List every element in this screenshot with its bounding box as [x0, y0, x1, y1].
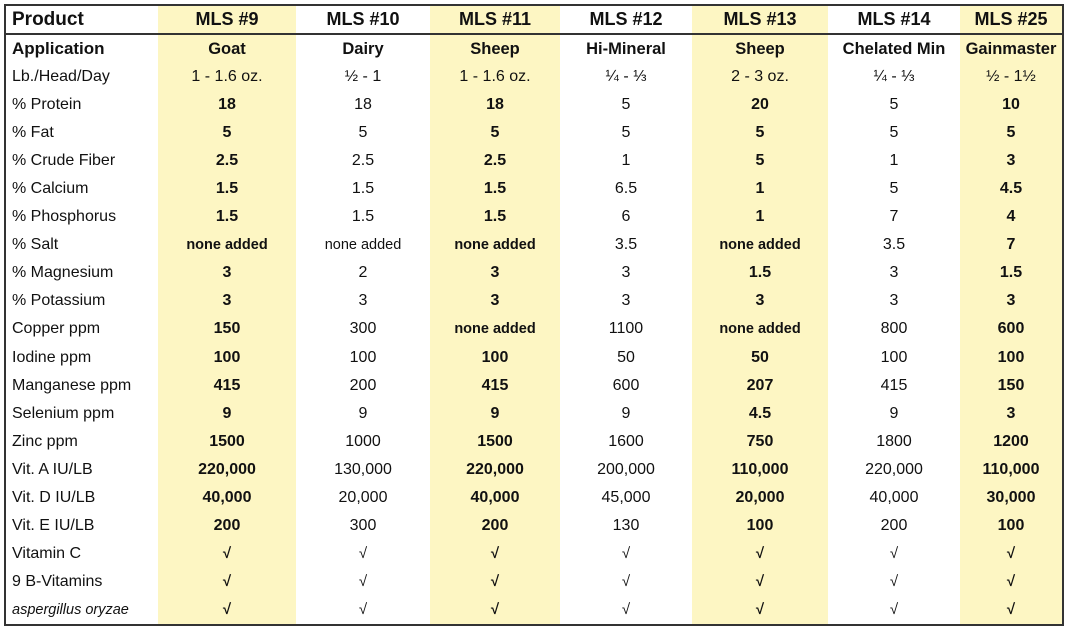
value-cell: Gainmaster: [960, 34, 1062, 63]
value-cell: 1500: [158, 428, 296, 456]
value-cell: 7: [960, 231, 1062, 259]
value-cell: 3.5: [882, 236, 906, 254]
value-cell: 5: [692, 119, 828, 147]
row-label: % Magnesium: [12, 264, 114, 282]
value-cell: 20: [692, 91, 828, 119]
check-mark-cell: √: [692, 596, 828, 624]
row-label: Copper ppm: [12, 320, 101, 338]
value-cell: 1: [621, 152, 631, 170]
check-mark-cell: √: [621, 545, 631, 563]
value-cell: 207: [692, 372, 828, 400]
row-label: Vit. D IU/LB: [12, 488, 96, 506]
value-cell: 130: [612, 516, 640, 534]
check-mark-cell: √: [889, 573, 899, 591]
value-cell: 1 - 1.6 oz.: [430, 63, 560, 91]
value-cell: 3: [430, 287, 560, 315]
row-label: % Calcium: [12, 180, 89, 198]
table-row: [6, 400, 1062, 428]
check-mark-cell: √: [960, 540, 1062, 568]
value-cell: 3: [158, 287, 296, 315]
value-cell: 600: [960, 315, 1062, 343]
value-cell: 3: [621, 264, 631, 282]
table-row: [6, 428, 1062, 456]
value-cell: 7: [889, 208, 899, 226]
value-cell: 5: [158, 119, 296, 147]
value-cell: 1600: [608, 432, 644, 450]
value-cell: Dairy: [342, 39, 384, 58]
value-cell: 5: [889, 124, 899, 142]
row-label: Selenium ppm: [12, 404, 115, 422]
column-header: MLS #14: [828, 6, 960, 34]
value-cell: 150: [158, 315, 296, 343]
value-cell: 150: [960, 372, 1062, 400]
value-cell: 1.5: [351, 208, 375, 226]
value-cell: 30,000: [960, 484, 1062, 512]
row-label: % Crude Fiber: [12, 152, 116, 170]
value-cell: 1.5: [158, 203, 296, 231]
row-label: Manganese ppm: [12, 376, 132, 394]
value-cell: 200: [349, 376, 377, 394]
table-row: [6, 512, 1062, 540]
value-cell: 40,000: [158, 484, 296, 512]
value-cell: 5: [358, 124, 368, 142]
value-cell: 1200: [960, 428, 1062, 456]
value-cell: none added: [158, 231, 296, 259]
product-comparison-frame: [4, 4, 1064, 626]
value-cell: 5: [889, 96, 899, 114]
value-cell: 50: [692, 344, 828, 372]
value-cell: 18: [354, 96, 372, 114]
value-cell: 200,000: [597, 460, 655, 478]
value-cell: 40,000: [869, 488, 919, 506]
row-label: Vit. A IU/LB: [12, 460, 93, 478]
value-cell: ½ - 1½: [960, 63, 1062, 91]
value-cell: 3: [960, 147, 1062, 175]
value-cell: 1500: [430, 428, 560, 456]
value-cell: 300: [349, 320, 377, 338]
value-cell: 1100: [608, 320, 644, 338]
value-cell: 9: [889, 404, 899, 422]
value-cell: 2.5: [158, 147, 296, 175]
check-mark-cell: √: [889, 545, 899, 563]
table-row: [6, 540, 1062, 568]
value-cell: 415: [158, 372, 296, 400]
check-mark-cell: √: [621, 573, 631, 591]
row-label: % Protein: [12, 96, 82, 114]
value-cell: Chelated Min: [842, 39, 946, 58]
value-cell: 45,000: [601, 488, 651, 506]
product-comparison-table: [6, 6, 1062, 624]
table-row: [6, 568, 1062, 596]
column-header: MLS #25: [960, 6, 1062, 34]
value-cell: 1.5: [351, 180, 375, 198]
table-row: [6, 175, 1062, 203]
check-mark-cell: √: [430, 540, 560, 568]
value-cell: 200: [880, 516, 908, 534]
value-cell: ½ - 1: [344, 68, 382, 86]
value-cell: 100: [158, 344, 296, 372]
row-label: % Potassium: [12, 292, 106, 310]
table-row: [6, 119, 1062, 147]
value-cell: 18: [158, 91, 296, 119]
value-cell: 200: [430, 512, 560, 540]
check-mark-cell: √: [358, 545, 368, 563]
value-cell: 18: [430, 91, 560, 119]
value-cell: 100: [960, 344, 1062, 372]
value-cell: none added: [430, 231, 560, 259]
value-cell: none added: [430, 315, 560, 343]
value-cell: none added: [692, 315, 828, 343]
table-row: [6, 315, 1062, 343]
check-mark-cell: √: [692, 540, 828, 568]
check-mark-cell: √: [960, 596, 1062, 624]
row-label: Iodine ppm: [12, 348, 92, 366]
value-cell: Sheep: [430, 34, 560, 63]
value-cell: 1: [692, 203, 828, 231]
value-cell: 110,000: [692, 456, 828, 484]
value-cell: 220,000: [430, 456, 560, 484]
value-cell: 200: [158, 512, 296, 540]
table-row: [6, 596, 1062, 624]
row-label: Vitamin C: [12, 544, 82, 562]
check-mark-cell: √: [358, 573, 368, 591]
column-header: MLS #11: [430, 6, 560, 34]
value-cell: 9: [430, 400, 560, 428]
row-label: % Salt: [12, 236, 59, 254]
value-cell: 415: [430, 372, 560, 400]
row-label: aspergillus oryzae: [12, 601, 129, 618]
value-cell: 3: [358, 292, 368, 310]
table-row: [6, 91, 1062, 119]
value-cell: 3: [158, 259, 296, 287]
row-label: % Fat: [12, 124, 54, 142]
table-row: [6, 34, 1062, 63]
check-mark-cell: √: [430, 596, 560, 624]
table-body: [6, 34, 1062, 624]
value-cell: 100: [349, 348, 377, 366]
column-header: MLS #10: [296, 6, 430, 34]
value-cell: 2 - 3 oz.: [692, 63, 828, 91]
value-cell: 1000: [345, 432, 381, 450]
check-mark-cell: √: [158, 540, 296, 568]
value-cell: 1 - 1.6 oz.: [158, 63, 296, 91]
value-cell: 100: [880, 348, 908, 366]
value-cell: Hi-Mineral: [586, 39, 666, 58]
value-cell: 300: [349, 516, 377, 534]
value-cell: ¼ - ⅓: [873, 68, 915, 86]
corner-header: Product: [6, 6, 158, 34]
value-cell: 4: [960, 203, 1062, 231]
table-row: [6, 287, 1062, 315]
value-cell: 9: [158, 400, 296, 428]
check-mark-cell: √: [358, 601, 368, 619]
value-cell: ¼ - ⅓: [605, 68, 647, 86]
value-cell: 20,000: [692, 484, 828, 512]
table-row: [6, 63, 1062, 91]
value-cell: 1: [889, 152, 899, 170]
check-mark-cell: √: [889, 601, 899, 619]
row-label: Lb./Head/Day: [12, 68, 110, 86]
value-cell: 9: [358, 404, 368, 422]
value-cell: 2.5: [430, 147, 560, 175]
value-cell: Goat: [158, 34, 296, 63]
value-cell: 20,000: [338, 488, 388, 506]
value-cell: 1.5: [692, 259, 828, 287]
value-cell: 5: [430, 119, 560, 147]
value-cell: 3: [621, 292, 631, 310]
value-cell: 130,000: [334, 460, 392, 478]
value-cell: 415: [880, 376, 908, 394]
table-row: [6, 456, 1062, 484]
value-cell: 110,000: [960, 456, 1062, 484]
value-cell: 4.5: [692, 400, 828, 428]
table-row: [6, 344, 1062, 372]
value-cell: 5: [692, 147, 828, 175]
column-header: MLS #13: [692, 6, 828, 34]
value-cell: 5: [889, 180, 899, 198]
table-row: [6, 231, 1062, 259]
value-cell: none added: [692, 231, 828, 259]
value-cell: 750: [692, 428, 828, 456]
check-mark-cell: √: [158, 596, 296, 624]
table-row: [6, 259, 1062, 287]
value-cell: 3: [889, 264, 899, 282]
value-cell: 600: [612, 376, 640, 394]
check-mark-cell: √: [430, 568, 560, 596]
value-cell: 9: [621, 404, 631, 422]
row-label: Application: [12, 39, 105, 59]
value-cell: 800: [880, 320, 908, 338]
row-label: % Phosphorus: [12, 208, 117, 226]
column-header: MLS #9: [158, 6, 296, 34]
value-cell: 5: [960, 119, 1062, 147]
value-cell: 2: [358, 264, 368, 282]
value-cell: 3: [889, 292, 899, 310]
value-cell: 5: [621, 124, 631, 142]
value-cell: 1: [692, 175, 828, 203]
value-cell: 10: [960, 91, 1062, 119]
value-cell: 1800: [876, 432, 912, 450]
value-cell: 220,000: [158, 456, 296, 484]
value-cell: none added: [324, 237, 402, 254]
value-cell: 3.5: [614, 236, 638, 254]
check-mark-cell: √: [158, 568, 296, 596]
column-header: MLS #12: [560, 6, 692, 34]
value-cell: 6.5: [614, 180, 638, 198]
check-mark-cell: √: [960, 568, 1062, 596]
value-cell: 3: [960, 400, 1062, 428]
value-cell: 100: [960, 512, 1062, 540]
value-cell: 50: [617, 348, 635, 366]
row-label: 9 B-Vitamins: [12, 572, 103, 590]
table-row: [6, 147, 1062, 175]
row-label: Zinc ppm: [12, 432, 78, 450]
value-cell: 4.5: [960, 175, 1062, 203]
check-mark-cell: √: [692, 568, 828, 596]
value-cell: 6: [621, 208, 631, 226]
value-cell: 5: [621, 96, 631, 114]
table-row: [6, 484, 1062, 512]
value-cell: 220,000: [865, 460, 923, 478]
value-cell: 1.5: [430, 203, 560, 231]
table-row: [6, 372, 1062, 400]
row-label: Vit. E IU/LB: [12, 516, 95, 534]
value-cell: 1.5: [960, 259, 1062, 287]
value-cell: 3: [430, 259, 560, 287]
value-cell: 3: [692, 287, 828, 315]
value-cell: 100: [692, 512, 828, 540]
table-row: [6, 203, 1062, 231]
value-cell: Sheep: [692, 34, 828, 63]
value-cell: 100: [430, 344, 560, 372]
value-cell: 1.5: [158, 175, 296, 203]
value-cell: 40,000: [430, 484, 560, 512]
header-row: [6, 6, 1062, 34]
value-cell: 1.5: [430, 175, 560, 203]
value-cell: 2.5: [351, 152, 375, 170]
check-mark-cell: √: [621, 601, 631, 619]
value-cell: 3: [960, 287, 1062, 315]
